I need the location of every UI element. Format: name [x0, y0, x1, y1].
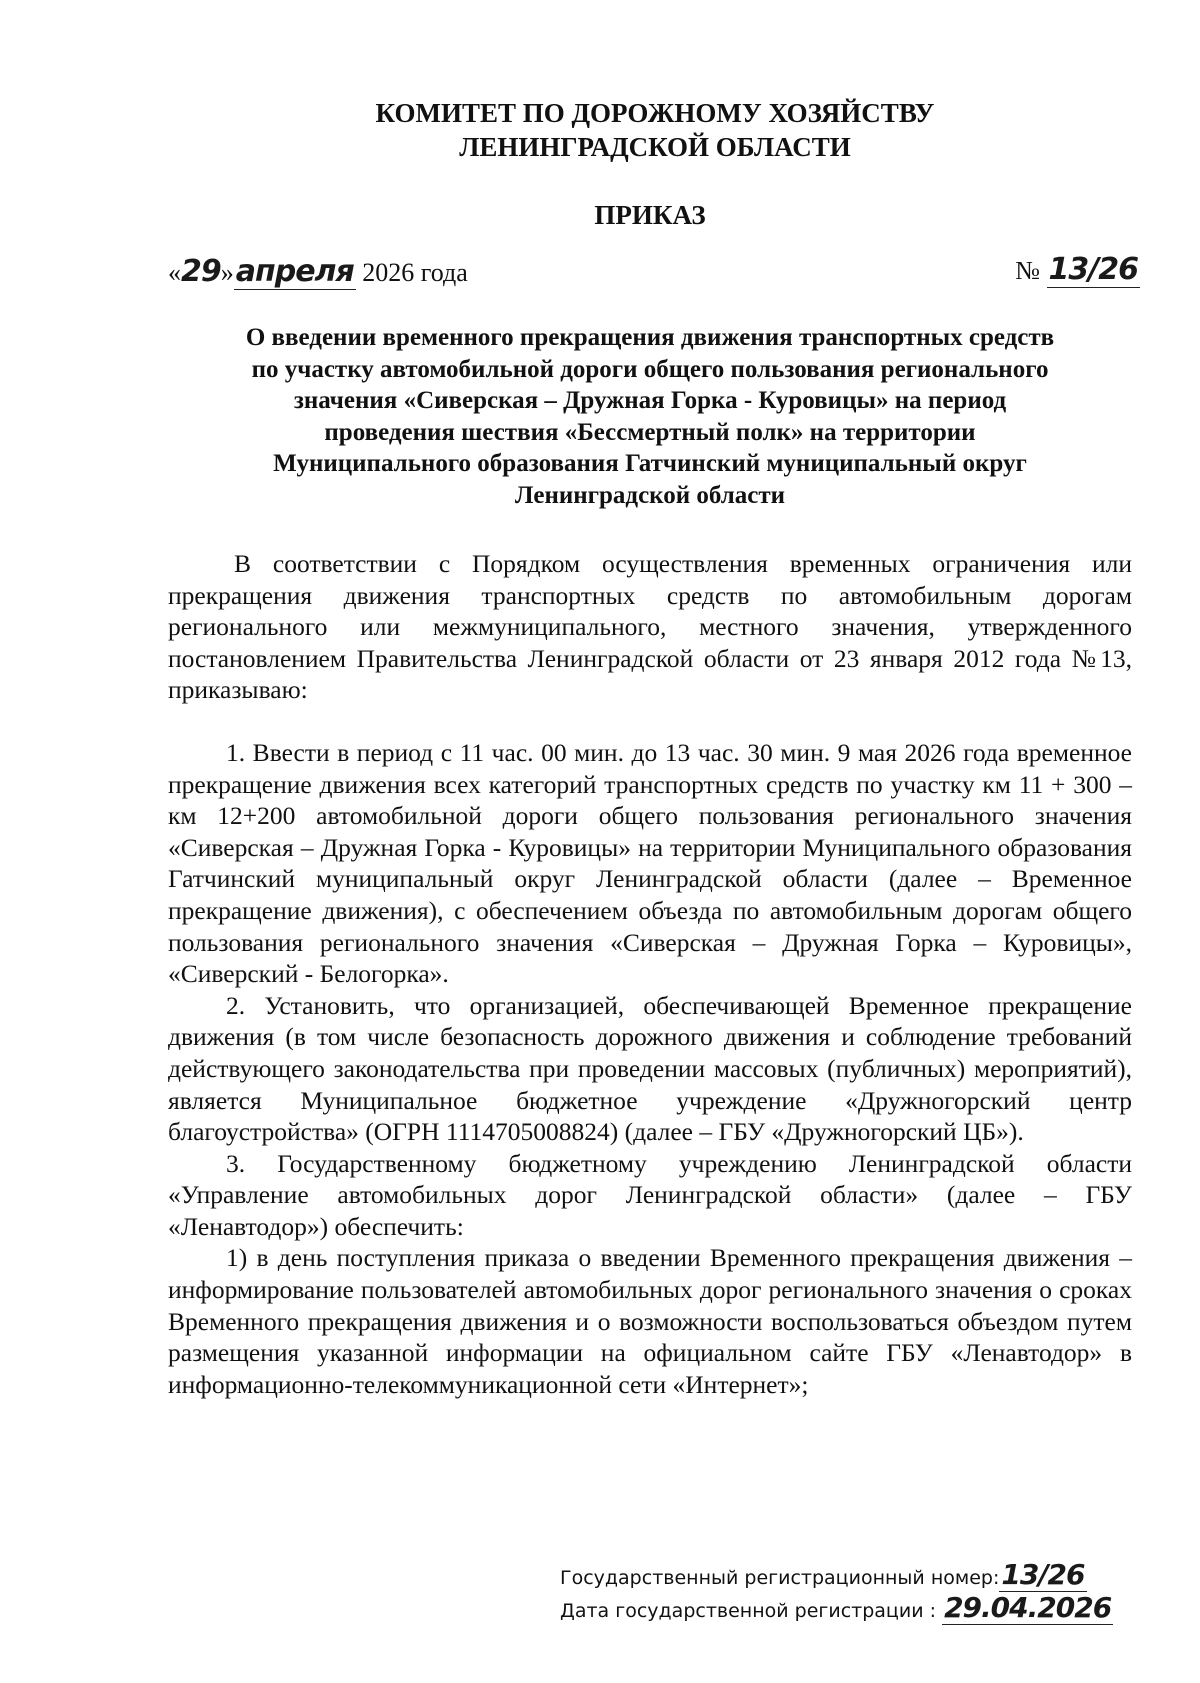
order-item-3: 3. Государственному бюджетному учреждению Ленинградской области «Управление автомобильных дорог Ленинградской области» (далее – ГБУ «Ленавтодор») обеспечить: — [168, 1148, 1132, 1241]
registration-date-line — [560, 1593, 1113, 1626]
date-month-handwritten: апреля — [235, 254, 354, 289]
registration-number-line — [560, 1560, 1113, 1593]
date-open-quote: « — [168, 258, 181, 287]
date-year-text: 2026 года — [362, 258, 468, 287]
order-subject — [170, 322, 1130, 511]
date-close-quote: » — [220, 258, 234, 287]
order-body — [168, 548, 1132, 1400]
subject-line: О введении временного прекращения движения транспортных средств — [245, 324, 1055, 351]
registration-number-label: Государственный регистрационный номер: — [560, 1567, 1000, 1589]
order-number — [1015, 253, 1140, 288]
subject-line: Ленинградской области — [514, 481, 786, 509]
subject-line: проведения шествия «Бессмертный полк» на территории — [324, 418, 976, 446]
order-number-label: № — [1015, 256, 1041, 285]
organization-title-line-2: ЛЕНИНГРАДСКОЙ ОБЛАСТИ — [459, 132, 851, 162]
registration-date-handwritten: 29.04.2026 — [944, 1591, 1112, 1624]
order-subitem-3-1: 1) в день поступления приказа о введении Временного прекращения движения – информирование пользователей автомобильных дорог регионального значения о сроках Временного прекращения движения и о возможности воспользоваться объездом путем размещения указанной информации на официальном сайте ГБУ «Ленавтодор» в информационно-телекоммуникационной сети «Интернет»; — [168, 1243, 1132, 1399]
date-day-handwritten: 29 — [181, 254, 221, 289]
order-item-1: 1. Ввести в период с 11 час. 00 мин. до 13 час. 30 мин. 9 мая 2026 года временное прекращение движения всех категорий транспортных средств по участку км 11 + 300 – км 12+200 автомобильной дороги общего пользования регионального значения «Сиверская – Дружная Горка - Куровицы» на территории Муниципального образования Гатчинский муниципальный округ Ленинградской области (далее – Временное прекращение движения), с обеспечением объезда по автомобильным дорогам общего пользования регионального значения «Сиверская – Дружная Горка – Куровицы», «Сиверский - Белогорка». — [168, 737, 1132, 989]
registration-stamp — [560, 1560, 1113, 1626]
registration-number-handwritten: 13/26 — [1001, 1558, 1085, 1591]
subject-line: значения «Сиверская – Дружная Горка - Куровицы» на период — [293, 387, 1007, 414]
order-number-handwritten: 13/26 — [1048, 252, 1138, 287]
registration-date-label: Дата государственной регистрации : — [560, 1600, 937, 1622]
order-date — [168, 255, 468, 290]
preamble-paragraph: В соответствии с Порядком осуществления временных ограничения или прекращения движения транспортных средств по автомобильным дорогам регионального или межмуниципального, местного значения, утвержденного постановлением Правительства Ленинградской области от 23 января 2012 года №13, приказываю: — [168, 549, 1132, 705]
subject-line: Муниципального образования Гатчинский муниципальный округ — [273, 450, 1027, 477]
organization-title-line-1: КОМИТЕТ ПО ДОРОЖНОМУ ХОЗЯЙСТВУ — [375, 98, 935, 128]
organization-title — [0, 96, 1200, 164]
subject-line: по участку автомобильной дороги общего пользования регионального — [251, 355, 1049, 383]
order-item-2: 2. Установить, что организацией, обеспечивающей Временное прекращение движения (в том числе безопасность дорожного движения и соблюдение требований действующего законодательства при проведении массовых (публичных) мероприятий), является Муниципальное бюджетное учреждение «Дружногорский центр благоустройства» (ОГРН 1114705008824) (далее – ГБУ «Дружногорский ЦБ»). — [168, 990, 1132, 1147]
document-type-heading: ПРИКАЗ — [594, 200, 706, 230]
